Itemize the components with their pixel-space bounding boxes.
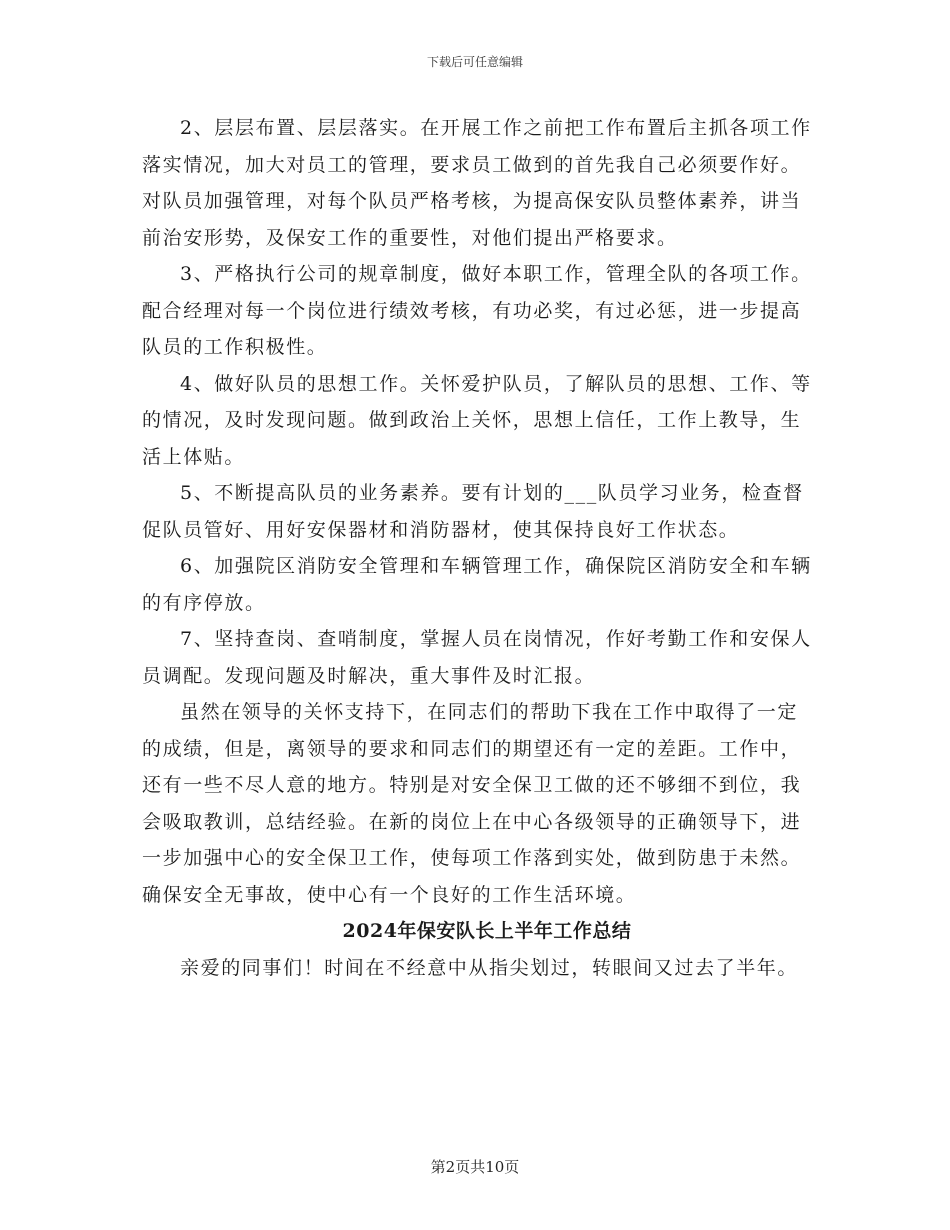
paragraph-item-2: 2、层层布置、层层落实。在开展工作之前把工作布置后主抓各项工作落实情况，加大对员工的管理，要求员工做到的首先我自己必须要作好。对队员加强管理，对每个队员严格考核，为提高保安队员整体素养，讲当前治安形势，及保安工作的重要性，对他们提出严格要求。 bbox=[142, 117, 812, 249]
paragraph-item-7: 7、坚持查岗、查哨制度，掌握人员在岗情况，作好考勤工作和安保人员调配。发现问题及时解决，重大事件及时汇报。 bbox=[142, 628, 812, 687]
paragraph-greeting: 亲爱的同事们！时间在不经意中从指尖划过，转眼间又过去了半年。 bbox=[180, 956, 799, 979]
paragraph-item-6: 6、加强院区消防安全管理和车辆管理工作，确保院区消防安全和车辆的有序停放。 bbox=[142, 555, 812, 614]
paragraph-item-5: 5、不断提高队员的业务素养。要有计划的___队员学习业务，检查督促队员管好、用好安保器材和消防器材，使其保持良好工作状态。 bbox=[142, 482, 804, 541]
paragraph-item-4: 4、做好队员的思想工作。关怀爱护队员，了解队员的思想、工作、等的情况，及时发现问题。做到政治上关怀，思想上信任，工作上教导，生活上体贴。 bbox=[142, 372, 812, 468]
page-header: 下载后可任意编辑 bbox=[426, 55, 523, 69]
section-title: 2024年保安队长上半年工作总结 bbox=[342, 920, 632, 942]
document-body bbox=[142, 110, 812, 986]
paragraph-summary: 虽然在领导的关怀支持下，在同志们的帮助下我在工作中取得了一定的成绩，但是，离领导的要求和同志们的期望还有一定的差距。工作中，还有一些不尽人意的地方。特别是对安全保卫工做的还不够细不到位，我会吸取教训，总结经验。在新的岗位上在中心各级领导的正确领导下，进一步加强中心的安全保卫工作，使每项工作落到实处，做到防患于未然。确保安全无事故，使中心有一个良好的工作生活环境。 bbox=[142, 701, 802, 906]
page-footer: 第2页共10页 bbox=[430, 1158, 520, 1176]
paragraph-item-3: 3、严格执行公司的规章制度，做好本职工作，管理全队的各项工作。配合经理对每一个岗位进行绩效考核，有功必奖，有过必惩，进一步提高队员的工作积极性。 bbox=[142, 263, 812, 358]
